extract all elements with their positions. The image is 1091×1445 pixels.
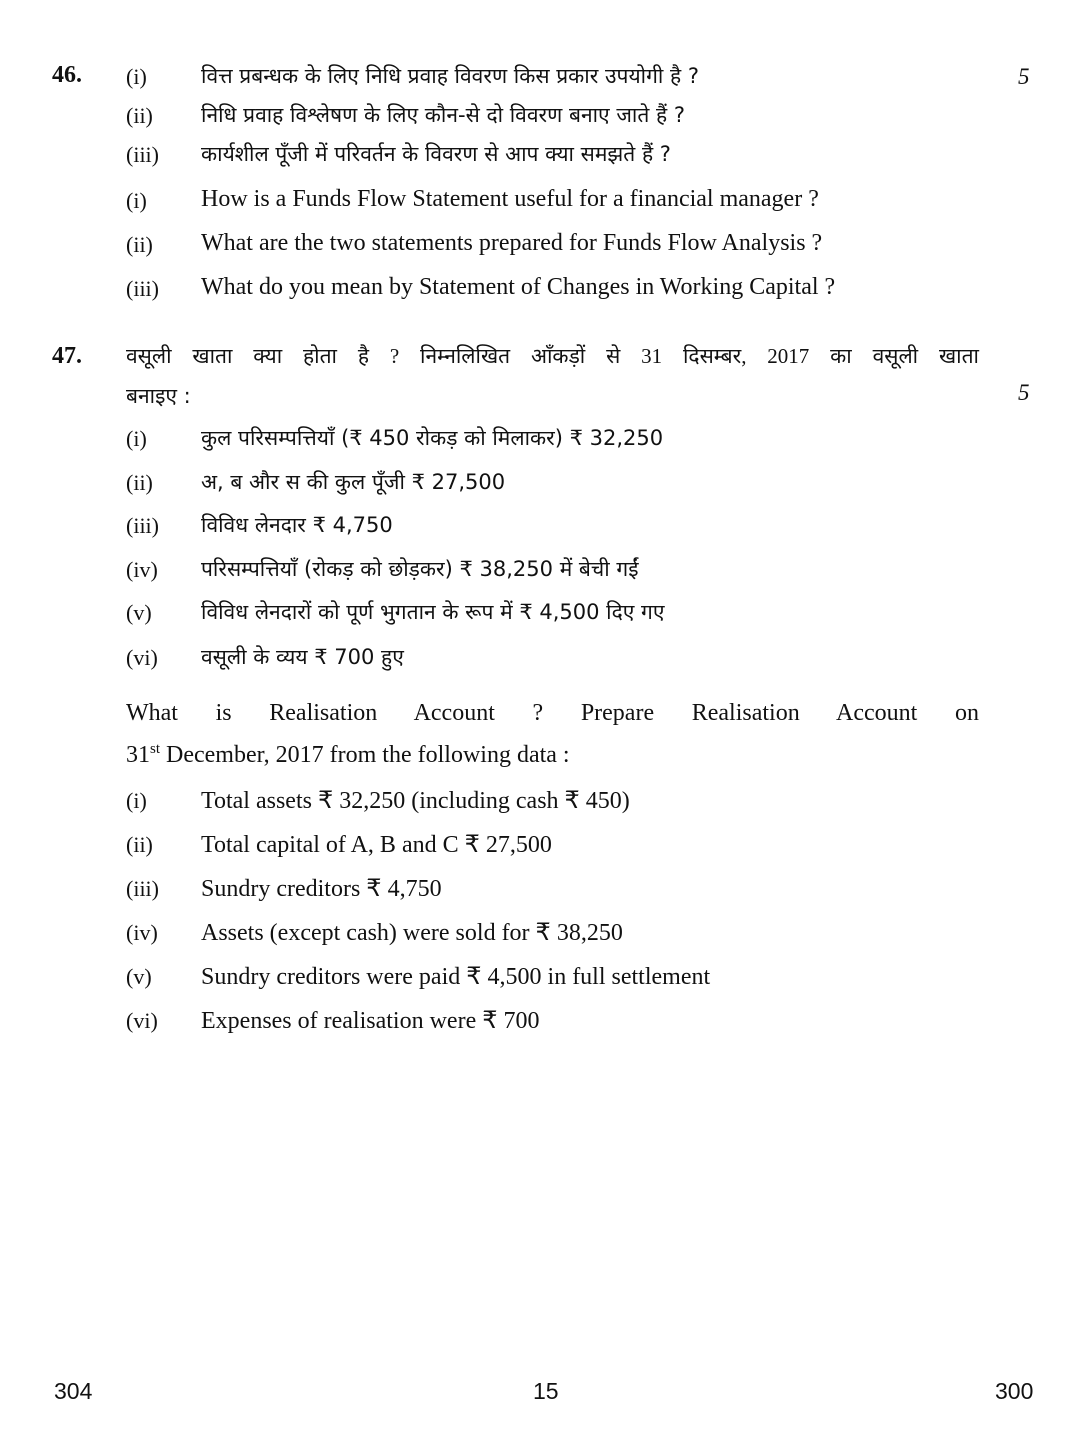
item-number: (i) — [126, 426, 147, 451]
item-number: (ii) — [126, 832, 153, 857]
footer-code: 304 — [54, 1378, 93, 1404]
item-number: (iii) — [126, 142, 159, 167]
question-marks: 5 — [1018, 64, 1030, 89]
item-number: (iv) — [126, 557, 158, 582]
question-marks: 5 — [1018, 380, 1030, 405]
list-item — [0, 424, 1091, 464]
list-item — [0, 511, 1091, 551]
item-number: (ii) — [126, 470, 153, 495]
list-item — [0, 274, 1091, 314]
list-item — [0, 230, 1091, 270]
list-item — [0, 101, 1091, 141]
item-text: कार्यशील पूँजी में परिवर्तन के विवरण से आप क्या समझते हैं ? — [201, 142, 671, 166]
item-number: (i) — [126, 64, 147, 89]
item-text: What are the two statements prepared for Funds Flow Analysis ? — [201, 230, 823, 256]
list-item — [0, 1006, 1091, 1046]
item-text: What do you mean by Statement of Changes in Working Capital ? — [201, 274, 836, 300]
item-number: (iv) — [126, 920, 158, 945]
item-number: (iii) — [126, 276, 159, 301]
date-rest: December, 2017 from the following data : — [160, 742, 570, 768]
list-item — [0, 962, 1091, 1002]
item-number: (ii) — [126, 232, 153, 257]
page-number: 15 — [533, 1378, 559, 1404]
item-text: Assets (except cash) were sold for ₹ 38,250 — [201, 920, 623, 946]
item-text: विविध लेनदार ₹ 4,750 — [201, 513, 393, 537]
item-text: Sundry creditors were paid ₹ 4,500 in full settlement — [201, 964, 711, 990]
item-number: (i) — [126, 788, 147, 813]
question-number: 47. — [52, 343, 82, 369]
list-item — [0, 186, 1091, 226]
item-text: निधि प्रवाह विश्लेषण के लिए कौन-से दो विवरण बनाए जाते हैं ? — [201, 103, 685, 127]
date-suffix: st — [150, 741, 161, 757]
item-text: वसूली के व्यय ₹ 700 हुए — [201, 645, 404, 669]
question-number: 46. — [52, 62, 82, 88]
list-item — [0, 786, 1091, 826]
item-text: Total assets ₹ 32,250 (including cash ₹ 450) — [201, 788, 630, 814]
date-day: 31 — [126, 742, 150, 768]
item-text: Total capital of A, B and C ₹ 27,500 — [201, 832, 552, 858]
item-text: कुल परिसम्पत्तियाँ (₹ 450 रोकड़ को मिलाकर) ₹ 32,250 — [201, 426, 664, 450]
item-text: विविध लेनदारों को पूर्ण भुगतान के रूप में ₹ 4,500 दिए गए — [201, 600, 665, 624]
item-number: (iii) — [126, 513, 159, 538]
list-item — [0, 874, 1091, 914]
hindi-intro-line: बनाइए : — [126, 384, 191, 408]
list-item — [0, 62, 1091, 102]
item-text: परिसम्पत्तियाँ (रोकड़ को छोड़कर) ₹ 38,250 में बेची गईं — [201, 557, 639, 581]
list-item — [0, 918, 1091, 958]
item-text: Expenses of realisation were ₹ 700 — [201, 1008, 540, 1034]
item-number: (vi) — [126, 645, 158, 670]
list-item — [0, 555, 1091, 595]
item-text: Sundry creditors ₹ 4,750 — [201, 876, 442, 902]
item-number: (ii) — [126, 103, 153, 128]
item-number: (vi) — [126, 1008, 158, 1033]
hindi-intro-line: वसूली खाता क्या होता है ? निम्नलिखित आँकड़ों से 31 दिसम्बर, 2017 का वसूली खाता — [126, 344, 979, 368]
item-number: (iii) — [126, 876, 159, 901]
list-item — [0, 830, 1091, 870]
list-item — [0, 468, 1091, 508]
item-text: वित्त प्रबन्धक के लिए निधि प्रवाह विवरण किस प्रकार उपयोगी है ? — [201, 64, 699, 88]
item-number: (i) — [126, 188, 147, 213]
english-intro-date-line — [126, 741, 570, 769]
item-text: अ, ब और स की कुल पूँजी ₹ 27,500 — [201, 470, 506, 494]
list-item — [0, 598, 1091, 638]
english-intro-line: What is Realisation Account ? Prepare Realisation Account on — [126, 700, 979, 726]
item-number: (v) — [126, 964, 152, 989]
footer-code-right: 300 — [995, 1378, 1034, 1404]
item-text: How is a Funds Flow Statement useful for a financial manager ? — [201, 186, 819, 212]
list-item — [0, 643, 1091, 683]
list-item — [0, 140, 1091, 180]
item-number: (v) — [126, 600, 152, 625]
